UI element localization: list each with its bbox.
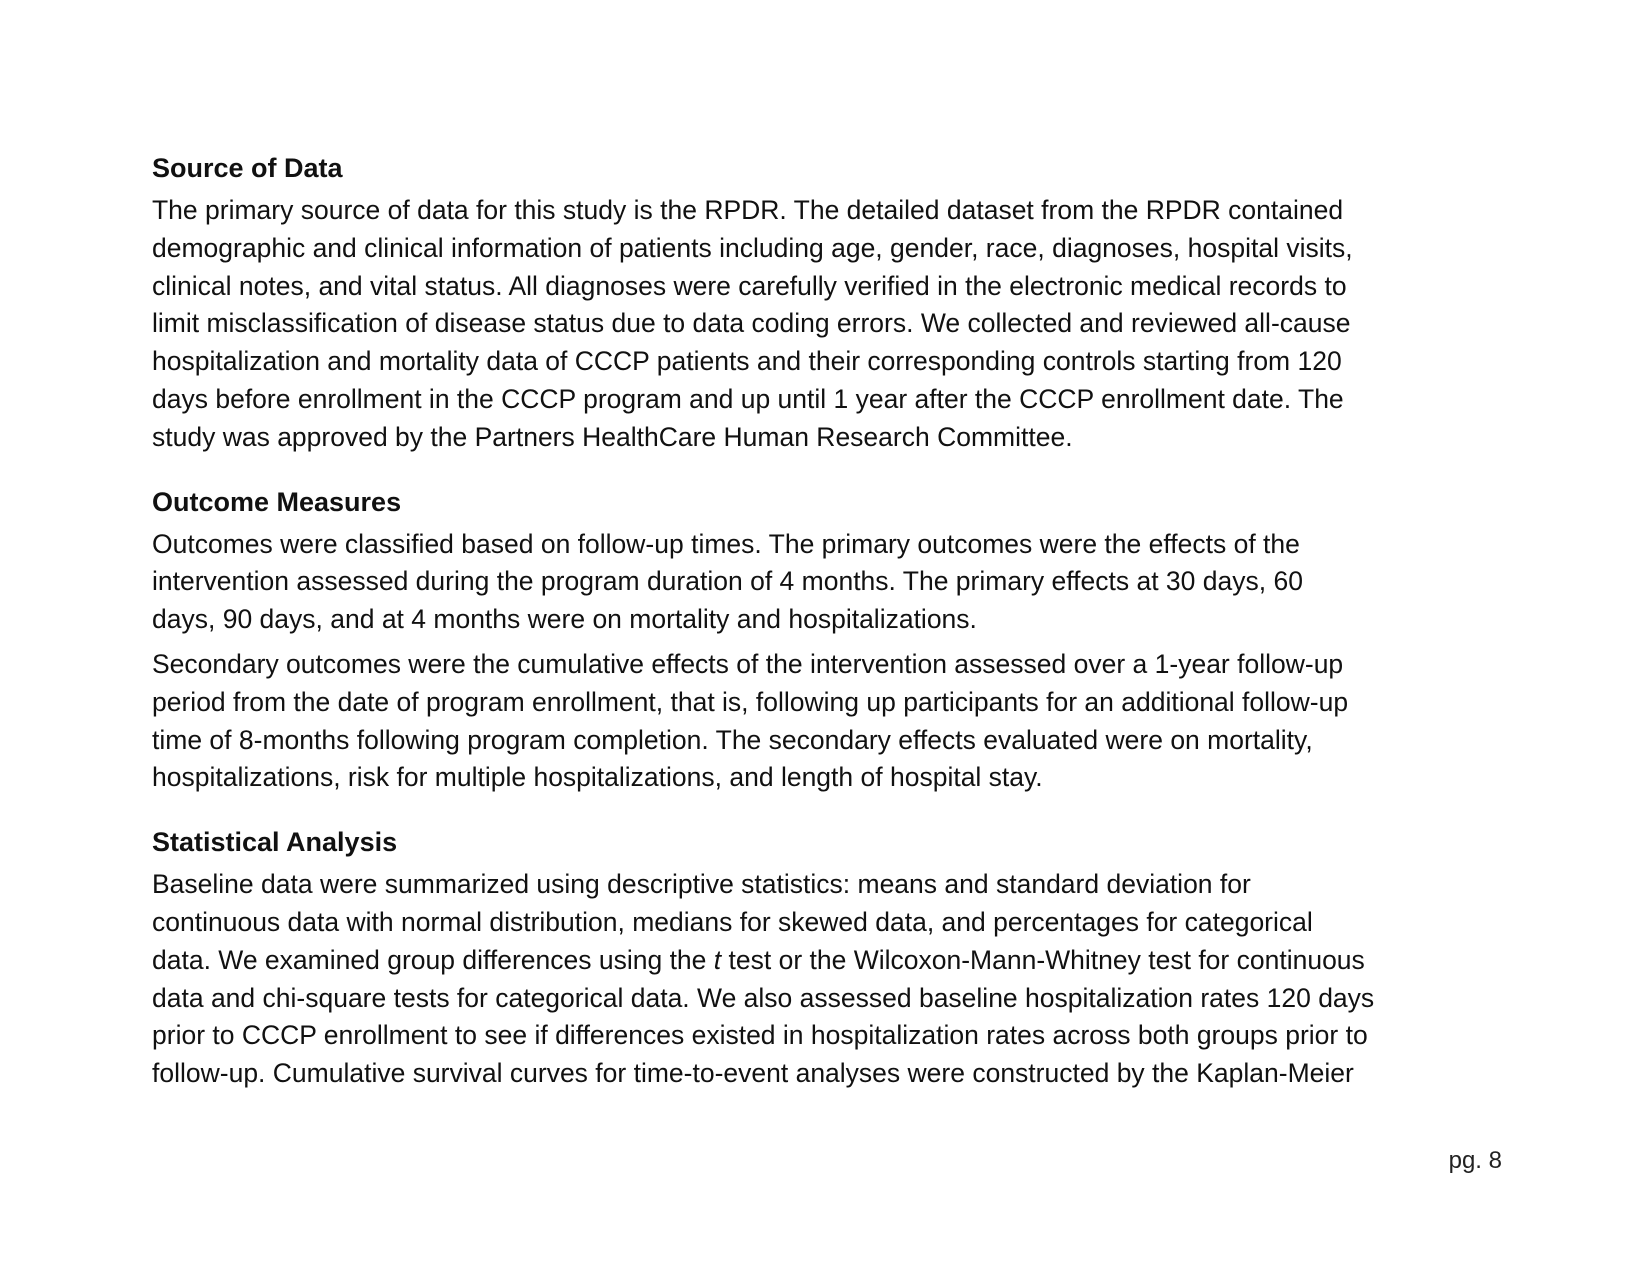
text-line: intervention assessed during the program duration of 4 months. The primary effects at 30 days, 60 — [152, 566, 1303, 597]
text-line: study was approved by the Partners HealthCare Human Research Committee. — [152, 421, 1073, 452]
section-heading: Source of Data — [152, 153, 343, 183]
text-line: The primary source of data for this study is the RPDR. The detailed dataset from the RPDR contained — [152, 195, 1344, 225]
document-page — [152, 150, 1524, 1120]
text-line: days before enrollment in the CCCP program and up until 1 year after the CCCP enrollment date. The — [152, 383, 1344, 414]
text-line: time of 8-months following program completion. The secondary effects evaluated were on mortality, — [152, 724, 1313, 755]
text-line: limit misclassification of disease status due to data coding errors. We collected and reviewed all-cause — [152, 308, 1351, 339]
text-line: Baseline data were summarized using descriptive statistics: means and standard deviation for — [152, 869, 1251, 900]
text-line: days, 90 days, and at 4 months were on mortality and hospitalizations. — [152, 604, 977, 635]
text-line: period from the date of program enrollment, that is, following up participants for an additional follow-up — [152, 686, 1349, 717]
text-line: clinical notes, and vital status. All diagnoses were carefully verified in the electronic medical records to — [152, 270, 1347, 301]
text-line: Outcomes were classified based on follow-up times. The primary outcomes were the effects of the — [152, 528, 1300, 559]
text-line: continuous data with normal distribution, medians for skewed data, and percentages for categorical — [152, 906, 1313, 937]
text-line: follow-up. Cumulative survival curves for time-to-event analyses were constructed by the Kaplan-Meier — [152, 1058, 1354, 1089]
text-line: hospitalizations, risk for multiple hospitalizations, and length of hospital stay. — [152, 762, 1043, 793]
page-number: pg. 8 — [1448, 1147, 1502, 1174]
italic-t-symbol: t — [713, 944, 722, 975]
text-line: Secondary outcomes were the cumulative effects of the intervention assessed over a 1-year follow-up — [152, 648, 1344, 679]
paragraph — [152, 192, 1524, 457]
text-line — [152, 942, 1524, 980]
section-source-of-data — [152, 150, 1524, 457]
paragraph — [152, 646, 1524, 797]
section-outcome-measures — [152, 484, 1524, 798]
paragraph — [152, 866, 1524, 1093]
paragraph — [152, 526, 1524, 639]
section-heading: Outcome Measures — [152, 486, 402, 517]
section-statistical-analysis — [152, 824, 1524, 1093]
text-line: prior to CCCP enrollment to see if differences existed in hospitalization rates across both groups prior to — [152, 1020, 1368, 1051]
text-line: data and chi-square tests for categorical data. We also assessed baseline hospitalization rates 120 days — [152, 982, 1375, 1013]
text-run: data. We examined group differences using the — [152, 944, 714, 975]
section-heading: Statistical Analysis — [152, 827, 398, 858]
text-run: test or the Wilcoxon-Mann-Whitney test for continuous — [721, 944, 1365, 975]
text-line: hospitalization and mortality data of CCCP patients and their corresponding controls starting from 120 — [152, 346, 1342, 377]
text-line: demographic and clinical information of patients including age, gender, race, diagnoses, hospital visits, — [152, 232, 1353, 263]
